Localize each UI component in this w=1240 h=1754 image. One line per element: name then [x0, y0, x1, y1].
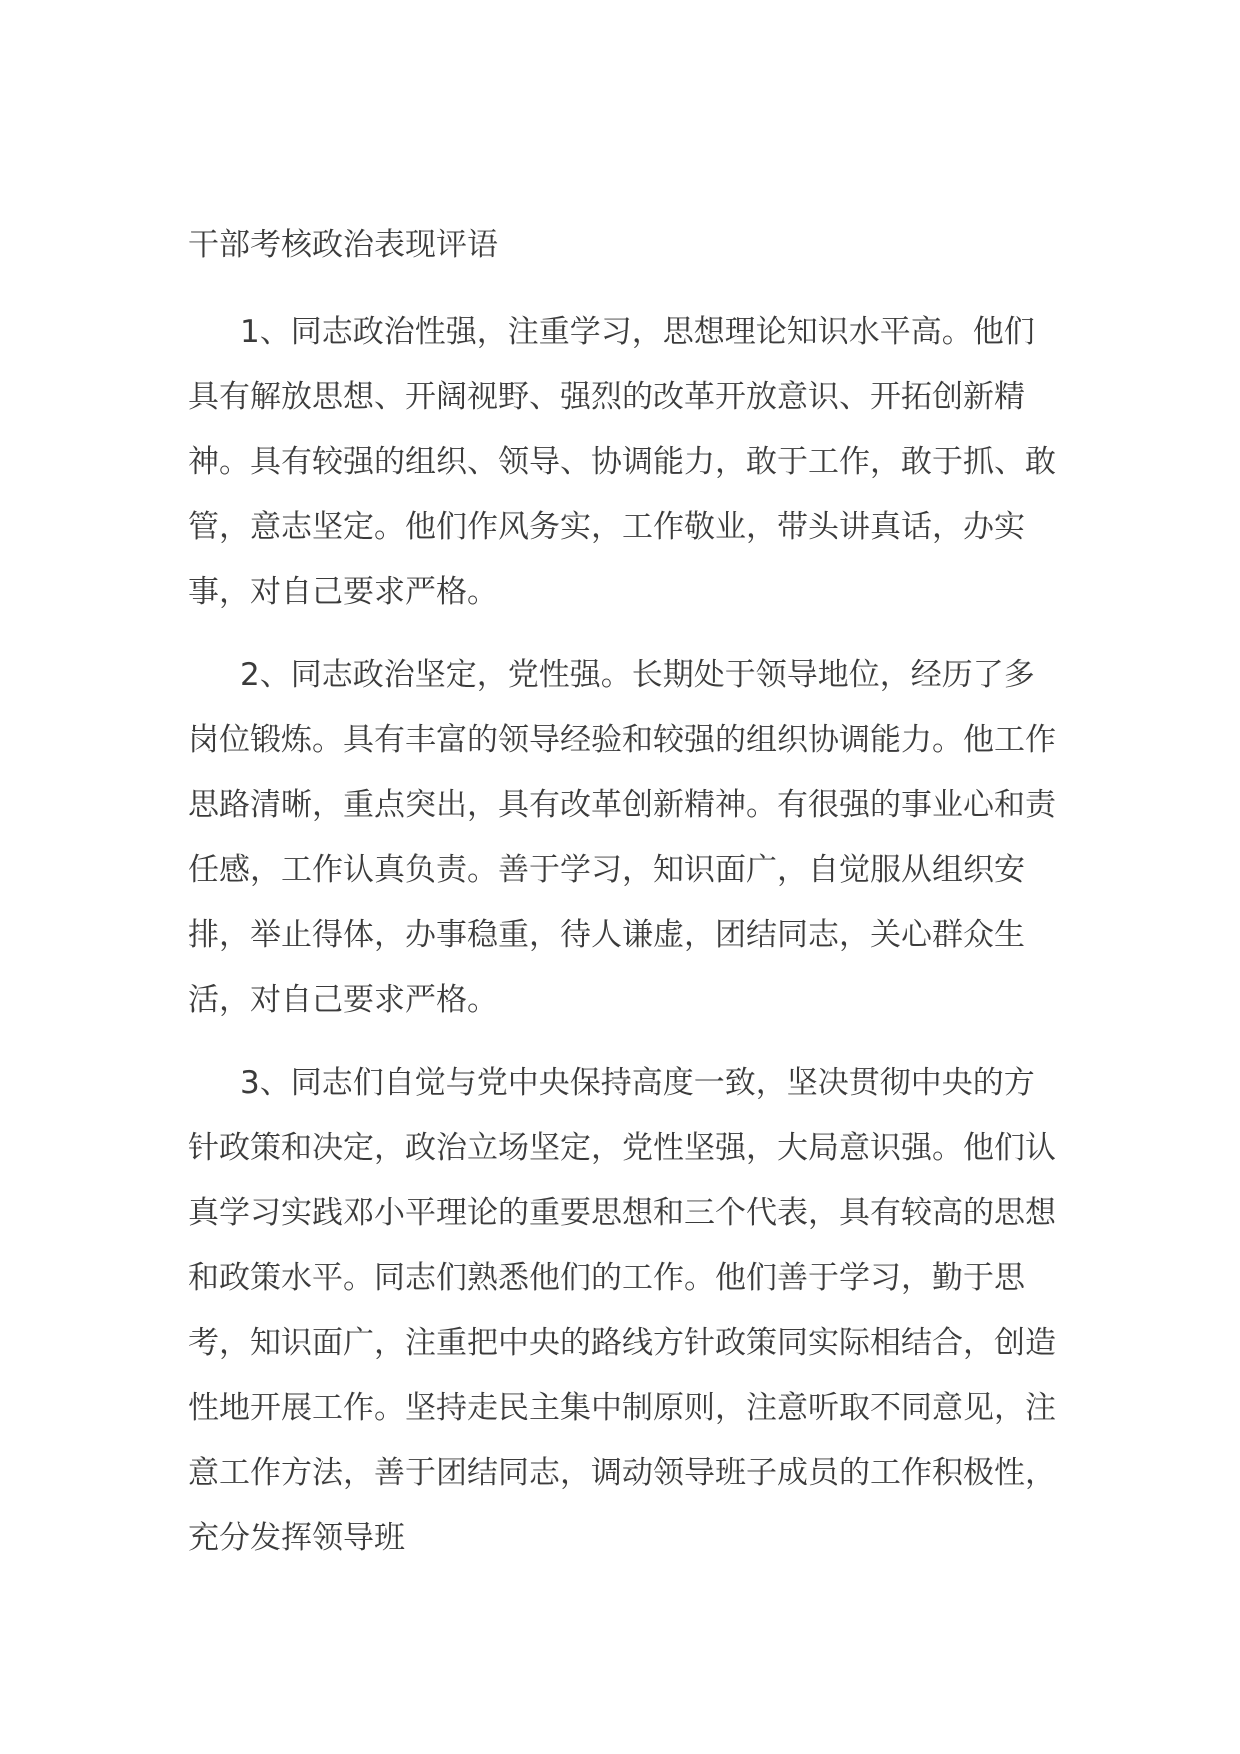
paragraph-2: 2、同志政治坚定，党性强。长期处于领导地位，经历了多岗位锻炼。具有丰富的领导经验和较强的组织协调能力。他工作思路清晰，重点突出，具有改革创新精神。有很强的事业心和责任感，工作认真负责。善于学习，知识面广，自觉服从组织安排，举止得体，办事稳重，待人谦虚，团结同志，关心群众生活，对自己要求严格。	[188, 657, 1056, 1018]
document-body	[188, 228, 1058, 1571]
paragraph-3: 3、同志们自觉与党中央保持高度一致，坚决贯彻中央的方针政策和决定，政治立场坚定，党性坚强，大局意识强。他们认真学习实践邓小平理论的重要思想和三个代表，具有较高的思想和政策水平。同志们熟悉他们的工作。他们善于学习，勤于思考，知识面广，注重把中央的路线方针政策同实际相结合，创造性地开展工作。坚持走民主集中制原则，注意听取不同意见，注意工作方法，善于团结同志，调动领导班子成员的工作积极性，充分发挥领导班	[188, 1065, 1056, 1556]
document-title: 干部考核政治表现评语	[188, 227, 498, 263]
paragraph-1: 1、同志政治性强，注重学习，思想理论知识水平高。他们具有解放思想、开阔视野、强烈的改革开放意识、开拓创新精神。具有较强的组织、领导、协调能力，敢于工作，敢于抓、敢管，意志坚定。他们作风务实，工作敬业，带头讲真话，办实事，对自己要求严格。	[188, 314, 1056, 610]
